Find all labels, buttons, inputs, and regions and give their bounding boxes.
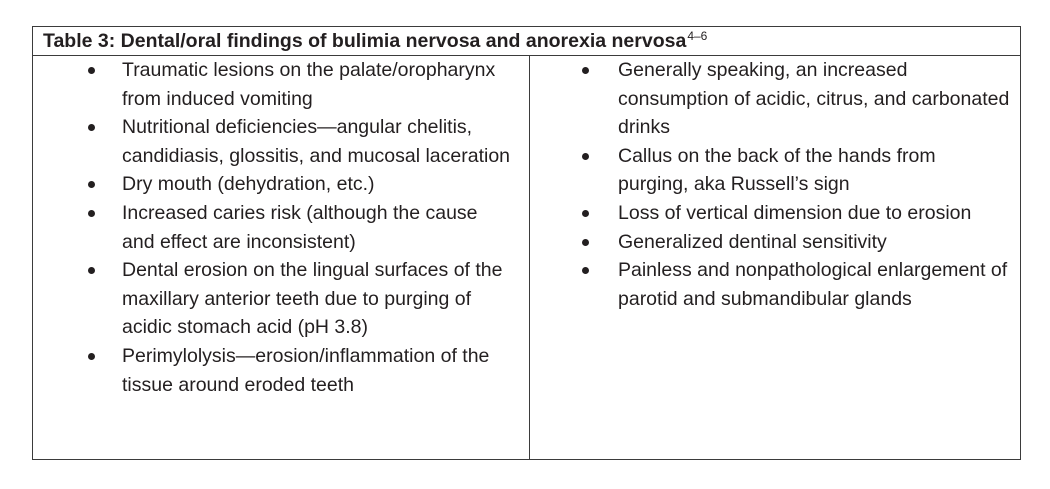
list-item [530,228,1020,257]
bullet-icon [582,267,589,274]
left-column [33,56,530,459]
bullet-icon [582,210,589,217]
list-item [530,56,1020,142]
list-item-text: Loss of vertical dimension due to erosion [618,201,972,224]
bullet-icon [88,181,95,188]
list-item [33,113,529,170]
right-column [530,56,1020,459]
list-item-text: Dry mouth (dehydration, etc.) [122,173,375,196]
bullet-icon [88,210,95,217]
list-item [33,170,529,199]
list-item-text: Dental erosion on the lingual surfaces of the maxillary anterior teeth due to purging of acidic stomach acid (pH 3.8) [122,259,503,339]
list-item-text: Perimylolysis—erosion/inflammation of the tissue around eroded teeth [122,344,490,396]
list-item-text: Painless and nonpathological enlargement of parotid and submandibular glands [618,259,1008,310]
bullet-icon [88,124,95,131]
list-item-text: Traumatic lesions on the palate/oropharynx from induced vomiting [122,59,496,110]
list-item [530,142,1020,199]
list-item-text: Generally speaking, an increased consumption of acidic, citrus, and carbonated drinks [618,59,1010,139]
list-item [33,56,529,113]
right-findings-list [530,56,1020,313]
findings-table [32,26,1021,460]
list-item [33,256,529,342]
list-item-text: Nutritional deficiencies—angular chelitis, candidiasis, glossitis, and mucosal laceration [122,116,511,167]
list-item-text: Increased caries risk (although the cause and effect are inconsistent) [122,201,478,253]
list-item [530,199,1020,228]
list-item [33,199,529,256]
table-title-references: 4–6 [687,29,708,43]
table-title: Table 3: Dental/oral findings of bulimia nervosa and anorexia nervosa [43,30,687,52]
list-item-text: Generalized dentinal sensitivity [618,230,887,253]
left-findings-list [33,56,529,399]
list-item-text: Callus on the back of the hands from purging, aka Russell’s sign [618,144,936,196]
table-title-row [33,27,1020,56]
bullet-icon [582,67,589,74]
bullet-icon [88,67,95,74]
bullet-icon [88,353,95,360]
list-item [530,256,1020,313]
bullet-icon [582,239,589,246]
bullet-icon [582,153,589,160]
list-item [33,342,529,399]
bullet-icon [88,267,95,274]
